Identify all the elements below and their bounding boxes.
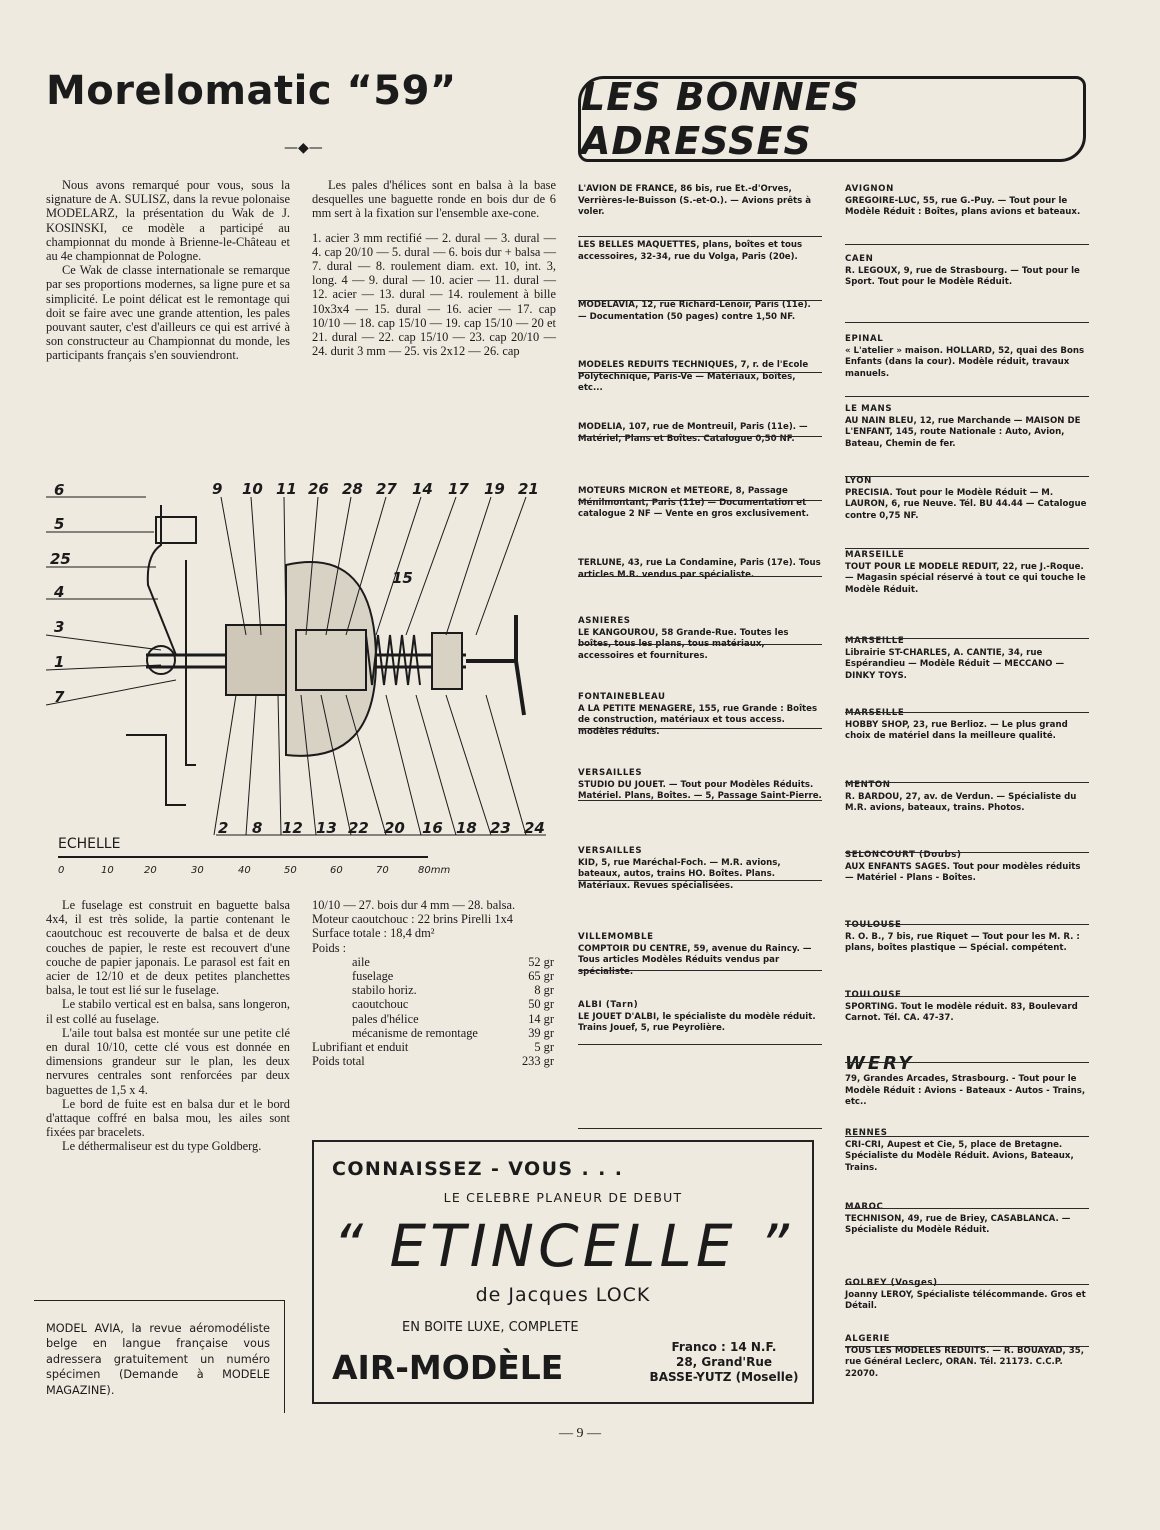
article-col-3 xyxy=(46,898,290,1154)
divider xyxy=(845,638,1089,639)
divider xyxy=(845,1136,1089,1137)
callout-label: 6 xyxy=(54,481,65,499)
callout-label: 2 xyxy=(218,819,229,837)
scale-tick: 0 xyxy=(58,865,65,876)
address-entry: TOULOUSE SPORTING. Tout le modèle réduit. 83, Boulevard Carnot. Tél. CA. 47-37. xyxy=(845,990,1078,1024)
surface-spec: Surface totale : 18,4 dm² xyxy=(312,926,435,941)
divider xyxy=(845,1208,1089,1209)
wing-paragraph: L'aile tout balsa est montée sur une petite clé en dural 10/10, cette clé vous est donnée en dimensions grandeur sur le plan, les deux nervures centrales sont renforcées par deux baguettes de 1,5 x 4. xyxy=(46,1025,290,1097)
adresses-col-left xyxy=(578,184,822,1060)
ad-line1: CONNAISSEZ - VOUS . . . xyxy=(332,1158,624,1180)
address-entry: LYON PRECISIA. Tout pour le Modèle Réduit — M. LAURON, 6, rue Neuve. Tél. BU 44.44 — Catalogue contre 0,75 NF. xyxy=(845,476,1087,521)
divider xyxy=(845,1062,1089,1063)
callout-label: 9 xyxy=(212,480,223,498)
address-entry: WERY 79, Grandes Arcades, Strasbourg. - Tout pour le Modèle Réduit : Avions - Bateaux - Autos - Trains, etc.. xyxy=(845,1053,1086,1108)
divider xyxy=(845,1284,1089,1285)
ad-product-name: “ ETINCELLE ” xyxy=(333,1212,793,1280)
parts-list: 1. acier 3 mm rectifié — 2. dural — 3. dural — 4. cap 20/10 — 5. dural — 6. bois dur + balsa — 7. dural — 8. roulement diam. ext. 10, int. 3, long. 4 — 9. dural — 10. acier — 11. dural — 12. acier — 13. dural — 14. roulement à bille 10x3x4 — 15. dural — 16. acier — 17. cap 10/10 — 18. cap 15/10 — 19. cap 15/10 — 20 et 21. dural — 22. cap 15/10 — 23. cap 20/10 — 24. durit 3 mm — 25. vis 2x12 — 26. cap xyxy=(312,230,556,359)
motor-spec: Moteur caoutchouc : 22 brins Pirelli 1x4 xyxy=(312,912,513,927)
callout-label: 14 xyxy=(412,480,433,498)
weight-row: caoutchouc 50 gr xyxy=(352,997,554,1012)
weight-row: fuselage 65 gr xyxy=(352,969,554,984)
callout-label: 27 xyxy=(376,480,397,498)
address-entry: SELONCOURT (Doubs) AUX ENFANTS SAGES. Tout pour modèles réduits — Matériel - Plans - Boîtes. xyxy=(845,850,1081,884)
address-entry: TERLUNE, 43, rue La Condamine, Paris (17e). Tous articles M.R. vendus par spécialiste. xyxy=(578,558,821,580)
divider xyxy=(845,548,1089,549)
second-paragraph: Ce Wak de classe internationale se remarque par ses proportions modernes, sa ligne pure et sa simplicité. Le point délicat est le remontage qui doit se faire avec une grande attention, les pales pouvant sauter, c'est d'ailleurs ce qui est arrivé à son constructeur au Championnat du monde, les participants français s'en souviendront. xyxy=(46,263,290,363)
callout-label: 19 xyxy=(484,480,505,498)
divider xyxy=(578,728,822,729)
model-avia-text: MODEL AVIA, la revue aéromodéliste belge en langue française vous adressera gratuitement un numéro spécimen (Demande à MODELE MAGAZINE). xyxy=(46,1322,270,1397)
scale-tick: 50 xyxy=(284,865,297,876)
callout-label: 1 xyxy=(54,653,65,671)
callout-label: 24 xyxy=(524,819,545,837)
adresses-col-right xyxy=(845,184,1089,1384)
callout-label: 28 xyxy=(342,480,363,498)
address-entry: TOULOUSE R. O. B., 7 bis, rue Riquet — Tout pour les M. R. : plans, boîtes plastique — Spécial. compétent. xyxy=(845,920,1080,954)
article-col-1 xyxy=(46,178,290,363)
address-entry: GOLBEY (Vosges) Joanny LEROY, Spécialiste télécommande. Gros et Détail. xyxy=(845,1278,1086,1312)
divider xyxy=(578,236,822,237)
etincelle-ad xyxy=(312,1140,814,1404)
address-entry: MAROC TECHNISON, 49, rue de Briey, CASABLANCA. — Spécialiste du Modèle Réduit. xyxy=(845,1202,1071,1236)
address-entry: MARSEILLE HOBBY SHOP, 23, rue Berlioz. — Le plus grand choix de matériel dans la meilleure qualité. xyxy=(845,708,1068,742)
divider xyxy=(845,244,1089,245)
weights-label: Poids : xyxy=(312,940,347,955)
address-entry: L'AVION DE FRANCE, 86 bis, rue Et.-d'Orves, Verrières-le-Buisson (S.-et-O.). — Avions prêts à voler. xyxy=(578,184,812,218)
divider xyxy=(845,924,1089,925)
address-entry: MOTEURS MICRON et METEORE, 8, Passage Ménilmontant, Paris (11e) — Documentation et catalogue 2 NF — Vente en gros exclusivement. xyxy=(578,486,810,520)
callout-label: 16 xyxy=(422,819,443,837)
scale-tick: 40 xyxy=(238,865,251,876)
address-entry: MARSEILLE Librairie ST-CHARLES, A. CANTIE, 34, rue Espérandieu — Modèle Réduit — MECCANO — DINKY TOYS. xyxy=(845,636,1065,681)
address-entry: RENNES CRI-CRI, Aupest et Cie, 5, place de Bretagne. Spécialiste du Modèle Réduit. Avions, Bateaux, Trains. xyxy=(845,1128,1074,1173)
stabilo-paragraph: Le stabilo vertical est en balsa, sans longeron, il est collé au fuselage. xyxy=(46,997,290,1026)
callout-label: 10 xyxy=(242,480,263,498)
callout-label: 17 xyxy=(448,480,469,498)
callout-label: 7 xyxy=(54,688,65,706)
weight-row: mécanisme de remontage 39 gr xyxy=(352,1025,554,1040)
scale-tick: 60 xyxy=(330,865,343,876)
propeller-paragraph: Les pales d'hélices sont en balsa à la base desquelles une baguette ronde en bois dur de 6 mm sert à la fixation sur l'ensemble axe-cone. xyxy=(312,178,556,221)
address-entry: LE MANS AU NAIN BLEU, 12, rue Marchande — MAISON DE L'ENFANT, 145, route Nationale : Auto, Avion, Bateau, Chemin de fer. xyxy=(845,404,1081,449)
divider xyxy=(578,800,822,801)
divider xyxy=(578,436,822,437)
address-entry: ALBI (Tarn) LE JOUET D'ALBI, le spécialiste du modèle réduit. Trains Jouef, 5, rue Peyrolière. xyxy=(578,1000,816,1034)
fuselage-paragraph: Le fuselage est construit en baguette balsa 4x4, il est très solide, la partie contenant le caoutchouc est recouverte de balsa et de deux couches de papier, le reste est recouvert d'une couche de papier japonais. Le parasol est fait en acier de 12/10 et de deux petites planchettes balsa, le tout est lié sur le fuselage. xyxy=(46,898,290,998)
article-col-2 xyxy=(312,178,556,358)
address-entry: MODELAVIA, 12, rue Richard-Lenoir, Paris (11e). — Documentation (50 pages) contre 1,50 NF. xyxy=(578,300,811,322)
address-entry: MENTON R. BARDOU, 27, av. de Verdun. — Spécialiste du M.R. avions, bateaux, trains. Photos. xyxy=(845,780,1077,814)
divider xyxy=(845,712,1089,713)
divider xyxy=(845,996,1089,997)
callout-label: 18 xyxy=(456,819,477,837)
divider xyxy=(845,852,1089,853)
callout-label: 22 xyxy=(348,819,369,837)
address-entry: CAEN R. LEGOUX, 9, rue de Strasbourg. — Tout pour le Sport. Tout pour le Modèle Réduit. xyxy=(845,254,1080,288)
callout-label: 4 xyxy=(54,583,65,601)
address-entry: VERSAILLES STUDIO DU JOUET. — Tout pour Modèles Réduits. Matériel. Plans, Boîtes. — 5, Passage Saint-Pierre. xyxy=(578,768,822,802)
address-entry: MARSEILLE TOUT POUR LE MODELE REDUIT, 22, rue J.-Roque. — Magasin spécial réservé à tout ce qui touche le Modèle Réduit. xyxy=(845,550,1086,595)
divider xyxy=(578,970,822,971)
callout-label: 21 xyxy=(518,480,539,498)
weight-row: stabilo horiz. 8 gr xyxy=(352,983,554,998)
weight-row: Lubrifiant et enduit 5 gr xyxy=(312,1040,554,1055)
scale-label: ECHELLE xyxy=(58,836,121,852)
technical-drawing xyxy=(46,465,564,885)
address-entry: MODELES REDUITS TECHNIQUES, 7, r. de l'Ecole Polytechnique, Paris-Ve — Matériaux, boîtes, etc... xyxy=(578,360,809,394)
callout-label: 3 xyxy=(54,618,65,636)
ad-street: 28, Grand'Rue xyxy=(675,1355,773,1369)
callout-label: 8 xyxy=(252,819,263,837)
page-number: — 9 — xyxy=(559,1426,601,1441)
ad-address xyxy=(649,1340,799,1385)
address-entry: ALGERIE TOUS LES MODELES REDUITS. — R. BOUAYAD, 35, rue Général Leclerc, ORAN. Tél. 21173. C.C.P. 22070. xyxy=(845,1334,1085,1379)
dethermaliser-paragraph: Le déthermaliseur est du type Goldberg. xyxy=(62,1139,262,1154)
banner-title: LES BONNES ADRESSES xyxy=(581,75,860,163)
parts-continued: 10/10 — 27. bois dur 4 mm — 28. balsa. xyxy=(312,898,516,912)
ad-franco: Franco : 14 N.F. xyxy=(671,1340,777,1354)
ad-city: BASSE-YUTZ (Moselle) xyxy=(649,1370,799,1384)
callout-label: 13 xyxy=(316,819,337,837)
divider xyxy=(578,644,822,645)
callout-label: 5 xyxy=(54,515,65,533)
address-entry: VERSAILLES KID, 5, rue Maréchal-Foch. — M.R. avions, bateaux, autos, trains HO. Boîtes. Plans. Matériaux. Revues spécialisées. xyxy=(578,846,781,891)
callout-label: 25 xyxy=(50,550,71,568)
divider xyxy=(845,1346,1089,1347)
weights-table xyxy=(312,955,554,1040)
callout-label: 23 xyxy=(490,819,511,837)
scale-tick: 10 xyxy=(101,865,114,876)
model-avia-box xyxy=(34,1300,285,1413)
divider xyxy=(845,322,1089,323)
divider xyxy=(845,782,1089,783)
divider xyxy=(578,1128,822,1129)
address-entry: MODELIA, 107, rue de Montreuil, Paris (11e). — Matériel, Plans et Boîtes. Catalogue 0,50 NF. xyxy=(578,422,808,444)
scale-tick: 70 xyxy=(376,865,389,876)
divider xyxy=(578,300,822,301)
address-entry: AVIGNON GREGOIRE-LUC, 55, rue G.-Puy. — Tout pour le Modèle Réduit : Boîtes, plans avions et bateaux. xyxy=(845,184,1081,218)
callout-label: 20 xyxy=(384,819,405,837)
ad-brand: AIR-MODÈLE xyxy=(332,1348,564,1387)
edge-paragraph: Le bord de fuite est en balsa dur et le bord d'attaque coffré en balsa mou, les ailes sont fixées par bracelets. xyxy=(46,1096,290,1140)
callout-label: 15 xyxy=(392,569,413,587)
divider xyxy=(578,500,822,501)
address-entry: EPINAL « L'atelier » maison. HOLLARD, 52, quai des Bons Enfants (dans la cour). Modèle réduit, travaux manuels. xyxy=(845,334,1085,379)
weight-row: aile 52 gr xyxy=(352,954,554,969)
scale-tick: 30 xyxy=(191,865,204,876)
ad-box-label: EN BOITE LUXE, COMPLETE xyxy=(402,1320,579,1335)
address-entry: VILLEMOMBLE COMPTOIR DU CENTRE, 59, avenue du Raincy. — Tous articles Modèles Réduits vendus par spécialiste. xyxy=(578,932,812,977)
divider xyxy=(845,476,1089,477)
weight-row: pales d'hélice 14 gr xyxy=(352,1011,554,1026)
divider xyxy=(578,372,822,373)
intro-paragraph: Nous avons remarqué pour vous, sous la signature de A. SULISZ, dans la revue polonaise MODELARZ, la présentation du Wak de J. KOSINSKI, ce modèle a participé au championnat du monde à Brienne-le-Château et au 4e championnat de Pologne. xyxy=(46,178,290,264)
article-col-4 xyxy=(312,898,554,1068)
adresses-banner xyxy=(578,76,1086,162)
divider xyxy=(578,576,822,577)
address-entry: ASNIERES LE KANGOUROU, 58 Grande-Rue. Toutes les boîtes, tous les plans, tous matériaux, accessoires et fournitures. xyxy=(578,616,789,661)
article-title: Morelomatic “59” xyxy=(46,68,457,114)
ad-line2: LE CELEBRE PLANEUR DE DEBUT xyxy=(443,1190,683,1205)
scale-tick: 20 xyxy=(144,865,157,876)
divider xyxy=(578,1044,822,1045)
divider xyxy=(578,880,822,881)
ad-author: de Jacques LOCK xyxy=(475,1284,651,1306)
address-entry: LES BELLES MAQUETTES, plans, boîtes et tous accessoires, 32-34, rue du Volga, Paris (20e). xyxy=(578,240,803,262)
callout-label: 11 xyxy=(276,480,297,498)
scale-tick: 80mm xyxy=(418,865,451,876)
weight-row: Poids total 233 gr xyxy=(312,1054,554,1069)
address-entry: FONTAINEBLEAU A LA PETITE MENAGERE, 155, rue Grande : Boîtes de construction, matériaux et tous access. modèles réduits. xyxy=(578,692,818,737)
ornament-icon: —◆— xyxy=(284,140,323,156)
callout-label: 26 xyxy=(308,480,329,498)
divider xyxy=(845,396,1089,397)
callout-label: 12 xyxy=(282,819,303,837)
